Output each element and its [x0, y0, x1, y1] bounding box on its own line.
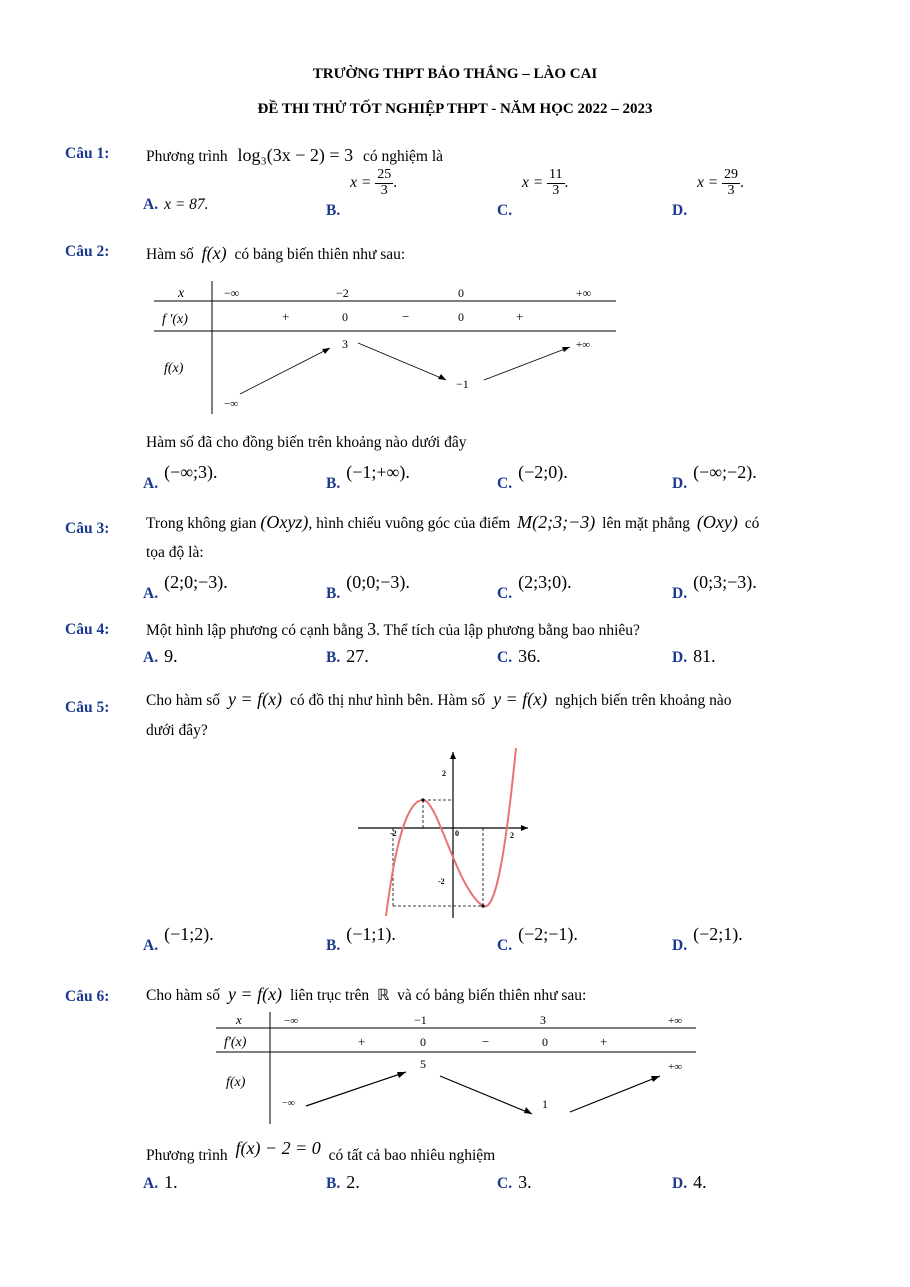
svg-text:−∞: −∞	[224, 398, 239, 410]
svg-text:−∞: −∞	[224, 286, 240, 300]
table-f-label: f(x)	[226, 1075, 246, 1090]
svg-text:+∞: +∞	[668, 1061, 683, 1073]
svg-text:+: +	[282, 309, 290, 324]
svg-text:5: 5	[420, 1057, 426, 1071]
question-4-label: Câu 4:	[65, 621, 110, 638]
table-x-label: x	[236, 1012, 242, 1027]
question-6-option-c: C. 3.	[497, 1172, 532, 1192]
school-name: TRƯỜNG THPT BẢO THẮNG – LÀO CAI	[312, 66, 598, 82]
svg-text:−: −	[402, 309, 410, 324]
question-3-label: Câu 3:	[65, 520, 110, 537]
svg-text:0: 0	[458, 310, 464, 324]
question-1-option-c: C. x = $\frac{11}{3}$ .	[497, 167, 569, 219]
variation-table-q2	[152, 276, 618, 422]
svg-text:+: +	[358, 1034, 366, 1049]
question-4-option-b: B. 27.	[326, 646, 369, 666]
question-2-option-c: C.(−2;0).	[497, 462, 568, 492]
question-5-option-a: A.(−1;2).	[143, 924, 214, 954]
svg-text:2: 2	[510, 831, 514, 840]
question-3-option-a: A.(2;0;−3).	[143, 572, 228, 602]
question-5-option-d: D.(−2;1).	[672, 924, 743, 954]
function-graph-q5	[356, 748, 532, 926]
question-4-option-c: C. 36.	[497, 646, 541, 666]
question-3-text: Trong không gian (Oxyz), hình chiếu vuông góc của điểm M(2;3;−3) lên mặt phẳng (Oxy) có	[146, 512, 760, 532]
svg-text:−∞: −∞	[284, 1015, 299, 1027]
question-2-option-b: B.(−1;+∞).	[326, 462, 410, 492]
question-6-text: Cho hàm số y = f(x) liên trục trên ℝ và có bảng biến thiên như sau:	[146, 984, 587, 1004]
question-5-label: Câu 5:	[65, 699, 110, 716]
table-f-label: f(x)	[164, 361, 184, 376]
svg-text:+∞: +∞	[576, 286, 592, 300]
svg-text:−1: −1	[414, 1013, 427, 1027]
svg-text:0: 0	[455, 829, 459, 838]
question-3-option-d: D.(0;3;−3).	[672, 572, 757, 602]
question-6-question: Phương trình f(x) − 2 = 0 có tất cả bao nhiêu nghiệm	[146, 1138, 496, 1164]
question-2-option-a: A.(−∞;3).	[143, 462, 218, 492]
question-2-text: Hàm số f(x) có bảng biến thiên như sau:	[146, 243, 406, 263]
svg-text:1: 1	[542, 1097, 548, 1111]
exam-title: ĐỀ THI THỬ TỐT NGHIỆP THPT - NĂM HỌC 2022 – 2023	[257, 101, 653, 117]
question-6-option-b: B. 2.	[326, 1172, 360, 1192]
question-1-equation: log₃(3x − 2) = 3	[237, 145, 354, 165]
question-1-label: Câu 1:	[65, 145, 110, 162]
question-4-option-d: D. 81.	[672, 646, 716, 666]
svg-text:+∞: +∞	[576, 339, 591, 351]
question-5-option-c: C.(−2;−1).	[497, 924, 578, 954]
question-6-label: Câu 6:	[65, 988, 110, 1005]
question-3-text-line2: tọa độ là:	[146, 544, 204, 561]
question-1-text: Phương trình log₃(3x − 2) = 3 có nghiệm là	[146, 145, 444, 165]
question-1-option-a: A. x = 87.	[143, 196, 209, 213]
svg-text:0: 0	[542, 1035, 548, 1049]
variation-table-q6	[214, 1010, 698, 1128]
table-x-label: x	[178, 286, 185, 301]
svg-text:0: 0	[342, 310, 348, 324]
question-4-option-a: A. 9.	[143, 646, 178, 666]
question-5-option-b: B.(−1;1).	[326, 924, 396, 954]
question-6-option-a: A. 1.	[143, 1172, 178, 1192]
table-fprime-label: f '(x)	[162, 312, 188, 327]
svg-text:-2: -2	[390, 829, 397, 838]
svg-text:+∞: +∞	[668, 1015, 683, 1027]
question-1-option-b: B. x = $\frac{25}{3}$ .	[326, 167, 398, 219]
svg-text:−∞: −∞	[282, 1098, 295, 1109]
svg-text:0: 0	[458, 286, 464, 300]
svg-text:−1: −1	[456, 377, 469, 391]
svg-text:0: 0	[420, 1035, 426, 1049]
svg-text:−2: −2	[336, 286, 349, 300]
function-curve	[386, 748, 516, 916]
question-2-label: Câu 2:	[65, 243, 110, 260]
svg-text:+: +	[516, 309, 524, 324]
question-2-option-d: D.(−∞;−2).	[672, 462, 757, 492]
table-fprime-label: f'(x)	[224, 1035, 247, 1050]
question-6-option-d: D. 4.	[672, 1172, 707, 1192]
svg-text:3: 3	[540, 1013, 546, 1027]
question-3-option-c: C.(2;3;0).	[497, 572, 572, 602]
svg-text:−: −	[482, 1034, 490, 1049]
svg-text:+: +	[600, 1034, 608, 1049]
svg-text:-2: -2	[438, 877, 445, 886]
question-1-option-d: D. x = $\frac{29}{3}$ .	[672, 167, 744, 219]
question-5-text-line2: dưới đây?	[146, 722, 208, 739]
question-3-option-b: B.(0;0;−3).	[326, 572, 410, 602]
question-4-text: Một hình lập phương có cạnh bằng 3. Thể tích của lập phương bằng bao nhiêu?	[146, 619, 640, 639]
question-5-text: Cho hàm số y = f(x) có đồ thị như hình bên. Hàm số y = f(x) nghịch biến trên khoảng nào	[146, 689, 732, 709]
question-2-question: Hàm số đã cho đồng biến trên khoảng nào dưới đây	[146, 434, 467, 451]
svg-text:2: 2	[442, 769, 446, 778]
svg-text:3: 3	[342, 337, 348, 351]
